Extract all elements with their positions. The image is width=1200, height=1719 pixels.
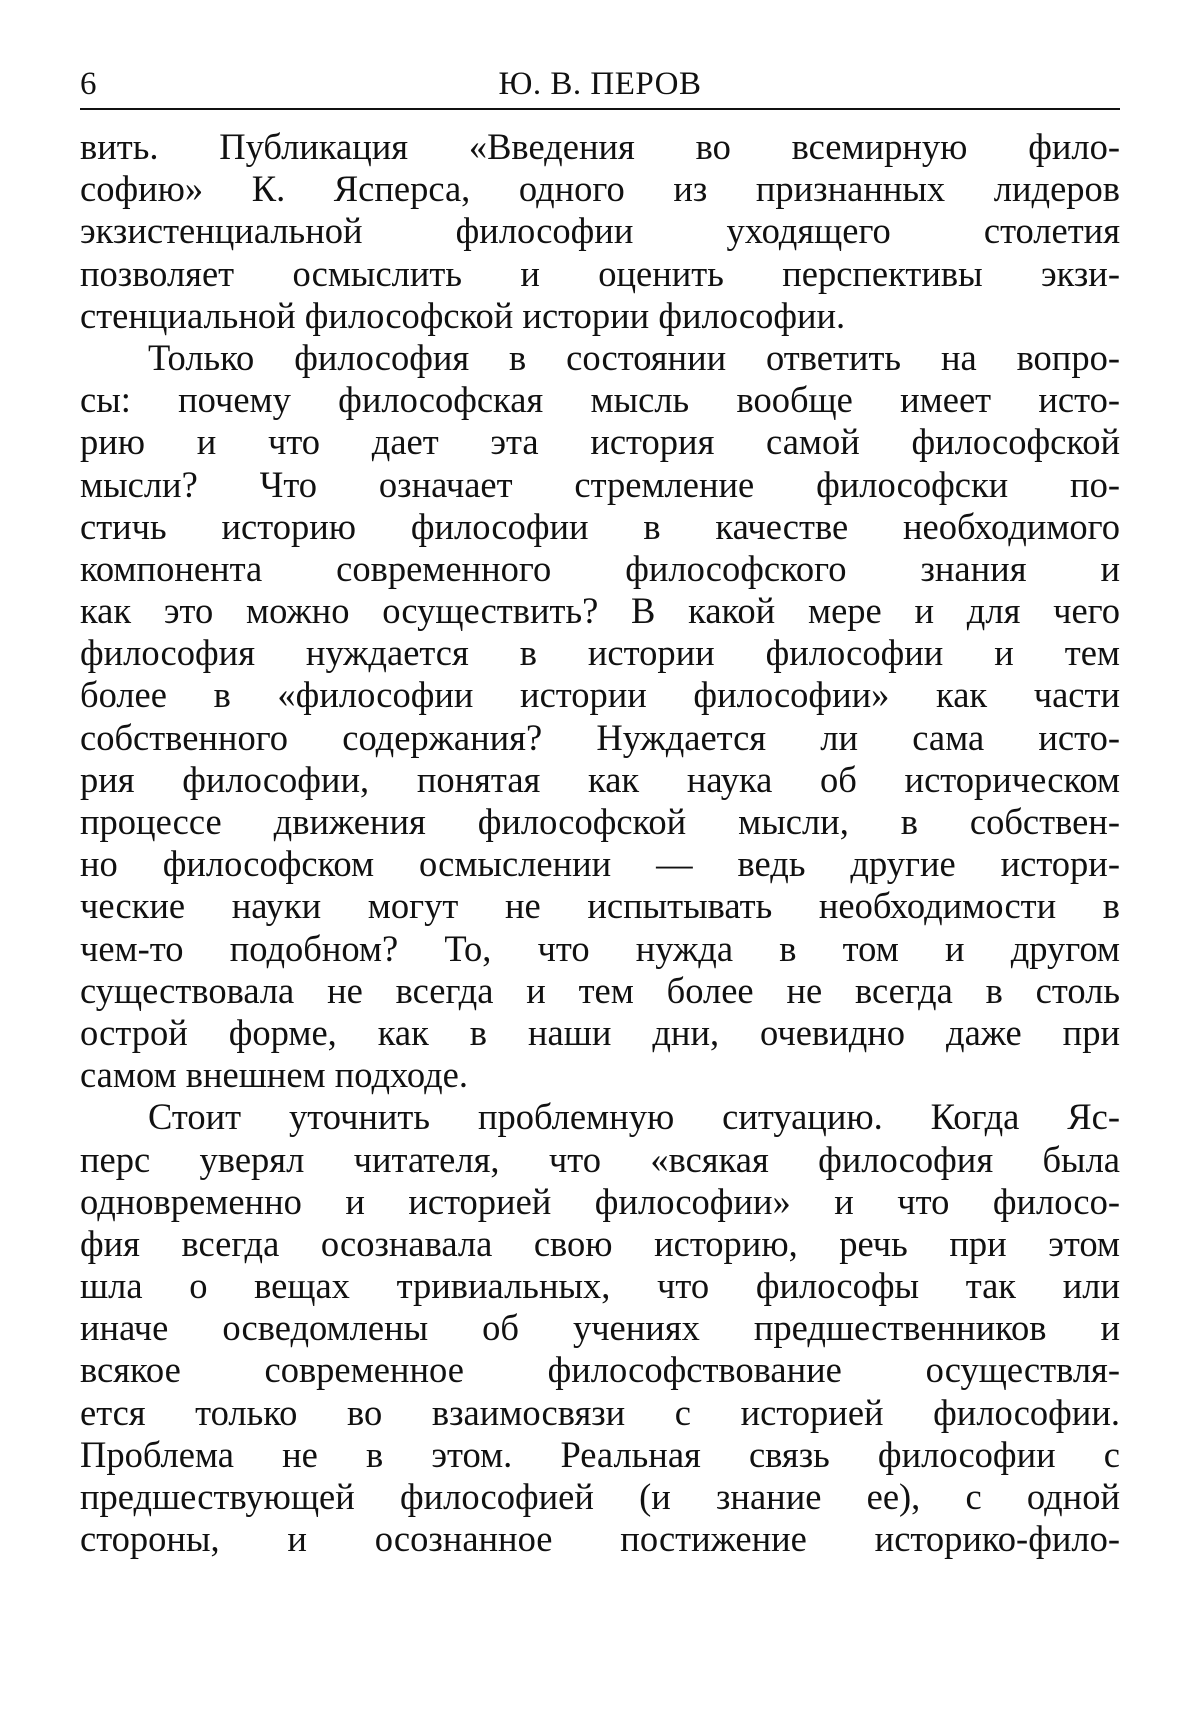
text-line: процессе движения философской мысли, в собствен- <box>80 801 1120 842</box>
text-line: всякое современное философствование осуществля- <box>80 1349 1120 1391</box>
page-number: 6 <box>80 66 97 102</box>
text-line: компонента современного философского знания и <box>80 547 1120 589</box>
running-head <box>80 62 1120 110</box>
text-line: позволяет осмыслить и оценить перспективы экзи- <box>80 252 1120 294</box>
text-line: но философском осмыслении — ведь другие истори- <box>80 843 1120 885</box>
text-line: как это можно осуществить? В какой мере и для чего <box>80 590 1120 632</box>
text-line: ется только во взаимосвязи с историей философии. <box>80 1391 1120 1433</box>
text-line: чем-то подобном? То, что нужда в том и другом <box>80 927 1120 969</box>
text-line: софию» К. Ясперса, одного из признанных лидеров <box>80 168 1120 210</box>
text-line: мысли? Что означает стремление философски по- <box>80 463 1120 505</box>
body-text <box>80 126 1120 1560</box>
text-line: Стоит уточнить проблемную ситуацию. Когда Яс- <box>148 1096 1120 1138</box>
text-line: стичь историю философии в качестве необходимого <box>80 505 1120 547</box>
text-line: одновременно и историей философии» и что филосо- <box>80 1180 1120 1222</box>
text-line: стороны, и осознанное постижение историко-фило- <box>80 1518 1120 1560</box>
text-line: иначе осведомлены об учениях предшественников и <box>80 1307 1120 1349</box>
text-line: рия философии, понятая как наука об историческом <box>80 758 1120 800</box>
text-line: фия всегда осознавала свою историю, речь при этом <box>80 1222 1120 1264</box>
text-line: собственного содержания? Нуждается ли сама исто- <box>80 716 1120 758</box>
text-line: ческие науки могут не испытывать необходимости в <box>80 885 1120 927</box>
text-line: рию и что дает эта история самой философской <box>80 421 1120 463</box>
text-line: шла о вещах тривиальных, что философы так или <box>80 1265 1120 1307</box>
text-line: сы: почему философская мысль вообще имеет исто- <box>80 379 1120 421</box>
text-line: экзистенциальной философии уходящего столетия <box>80 210 1120 252</box>
text-line: стенциальной философской истории философии. <box>80 294 846 336</box>
text-line: вить. Публикация «Введения во всемирную фило- <box>80 126 1120 167</box>
text-line: Проблема не в этом. Реальная связь философии с <box>80 1433 1120 1475</box>
book-page <box>80 62 1120 1560</box>
running-title: Ю. В. ПЕРОВ <box>498 66 702 102</box>
text-line: перс уверял читателя, что «всякая философия была <box>80 1138 1120 1180</box>
text-line: самом внешнем подходе. <box>80 1054 469 1096</box>
text-line: философия нуждается в истории философии и тем <box>80 632 1120 674</box>
text-line: Только философия в состоянии ответить на вопро- <box>148 336 1120 378</box>
text-line: существовала не всегда и тем более не всегда в столь <box>80 969 1120 1011</box>
text-line: более в «философии истории философии» как части <box>80 674 1120 716</box>
text-line: острой форме, как в наши дни, очевидно даже при <box>80 1011 1120 1053</box>
text-line: предшествующей философией (и знание ее), с одной <box>80 1476 1120 1517</box>
